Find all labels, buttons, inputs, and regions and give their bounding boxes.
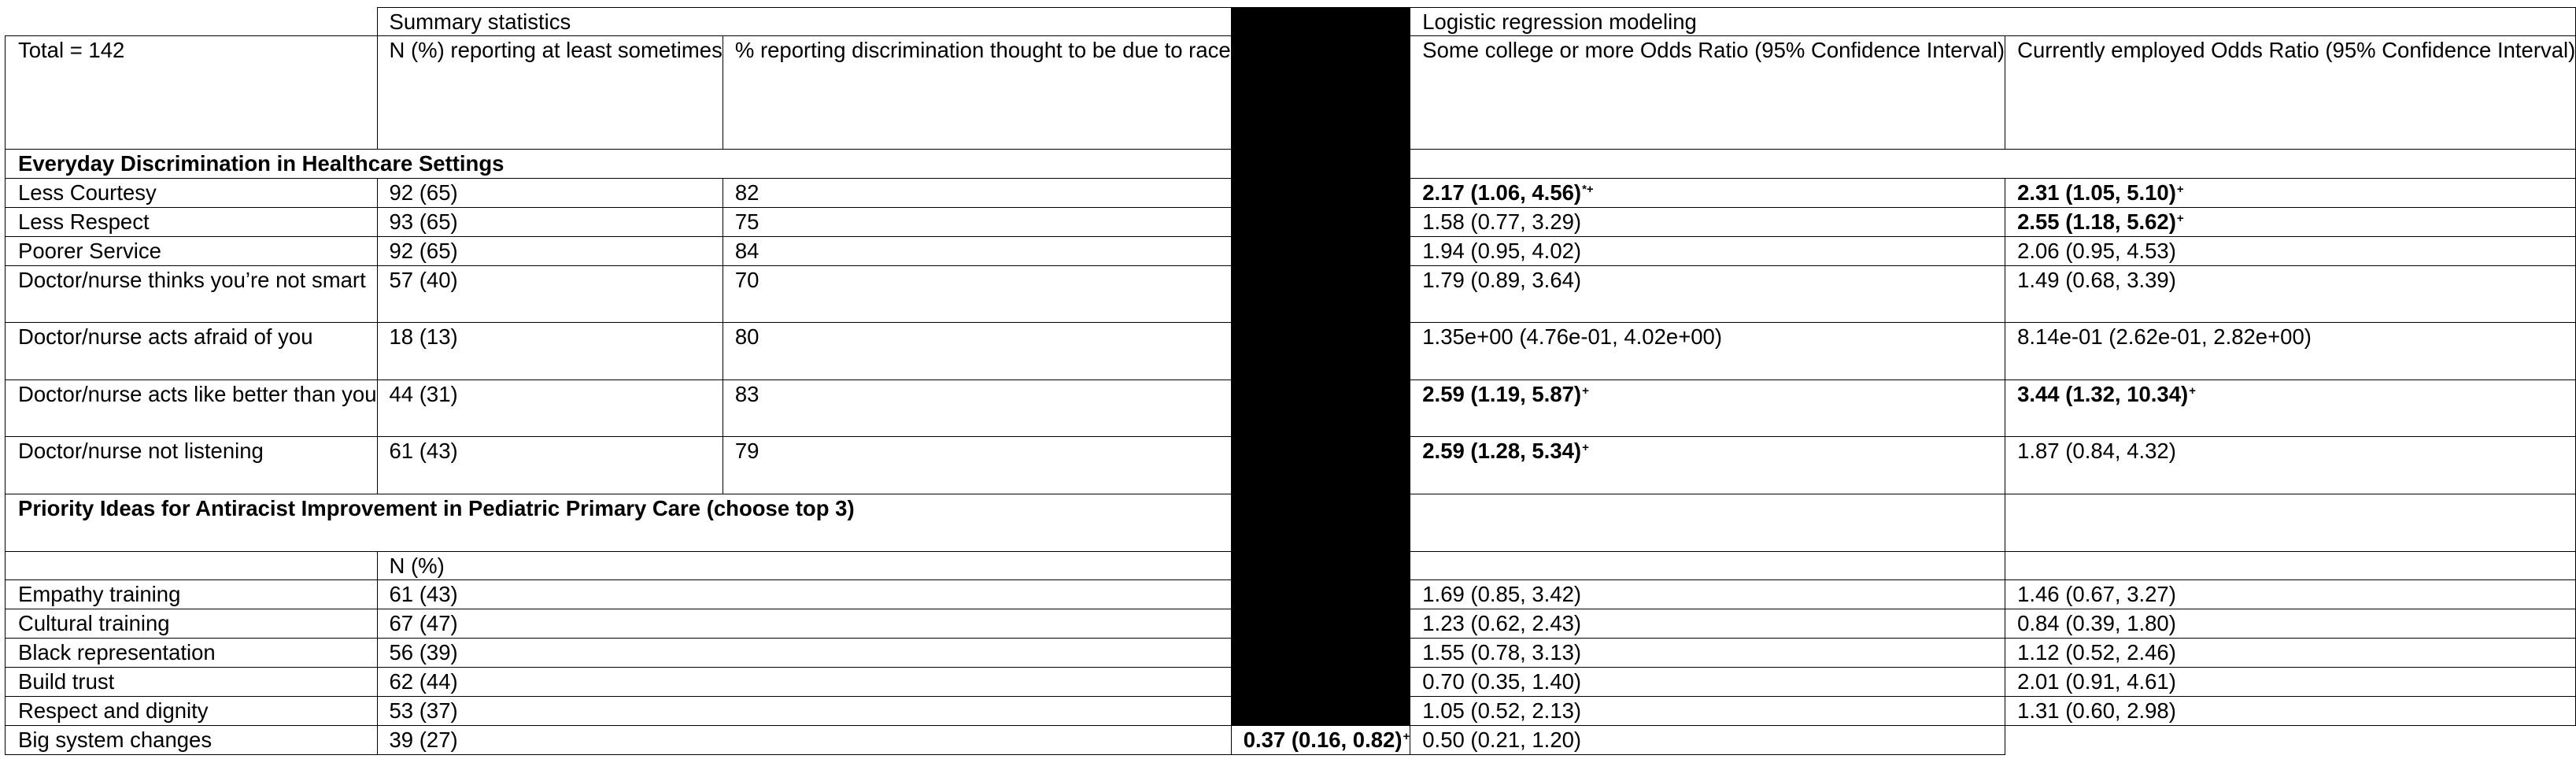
college-odds-ratio-cell [1410,609,2005,639]
odds-ratio-value: 2.31 (1.05, 5.10) [2017,180,2176,205]
percent-race-value: 83 [723,380,1231,437]
college-odds-ratio-cell [1410,208,2005,237]
employed-odds-ratio-cell [2005,697,2576,726]
results-table [5,7,2576,755]
odds-ratio-value: 1.46 (0.67, 3.27) [2017,582,2176,606]
percent-race-value: 80 [723,323,1231,380]
section2-empty-cell [1410,494,2005,552]
employed-odds-ratio-cell [2005,437,2576,494]
table-body [6,8,2576,755]
empty-cell [2005,552,2576,580]
odds-ratio-value: 1.87 (0.84, 4.32) [2017,439,2176,463]
college-odds-ratio-cell [1410,266,2005,323]
n-percent-value: 18 (13) [377,323,723,380]
n-percent-value: 61 (43) [377,437,723,494]
college-odds-ratio-cell [1410,437,2005,494]
odds-ratio-value: 2.01 (0.91, 4.61) [2017,669,2176,694]
odds-ratio-value: 2.06 (0.95, 4.53) [2017,239,2176,263]
significance-marker: *+ [1582,183,1594,196]
n-percent-value: 92 (65) [377,179,723,208]
employed-odds-ratio-cell [2005,380,2576,437]
n-percent-value: 67 (47) [377,609,1231,639]
college-odds-ratio-header: Some college or more Odds Ratio (95% Confidence Interval) [1410,36,2005,150]
odds-ratio-value: 1.94 (0.95, 4.02) [1422,239,1582,263]
odds-ratio-value: 0.84 (0.39, 1.80) [2017,611,2176,635]
n-percent-value: 56 (39) [377,639,1231,668]
odds-ratio-value: 1.69 (0.85, 3.42) [1422,582,1582,606]
row-label: Doctor/nurse not listening [6,437,378,494]
header-empty-cell [6,8,378,36]
summary-statistics-header: Summary statistics [377,8,1231,36]
odds-ratio-value: 1.55 (0.78, 3.13) [1422,640,1582,665]
odds-ratio-value: 3.44 (1.32, 10.34) [2017,382,2189,406]
employed-odds-ratio-cell [2005,266,2576,323]
n-percent-value: 57 (40) [377,266,723,323]
row-label: Doctor/nurse thinks you’re not smart [6,266,378,323]
employed-odds-ratio-cell [1410,726,2005,755]
percent-race-header: % reporting discrimination thought to be due to race [723,36,1231,150]
odds-ratio-value: 2.17 (1.06, 4.56) [1422,180,1582,205]
odds-ratio-value: 2.59 (1.19, 5.87) [1422,382,1582,406]
section2-empty-cell [2005,494,2576,552]
n-percent-value: 62 (44) [377,668,1231,697]
college-odds-ratio-cell [1410,639,2005,668]
odds-ratio-value: 1.23 (0.62, 2.43) [1422,611,1582,635]
n-percent-value: 53 (37) [377,697,1231,726]
row-label: Build trust [6,668,378,697]
empty-cell [1410,552,2005,580]
odds-ratio-value: 1.05 (0.52, 2.13) [1422,698,1582,723]
odds-ratio-value: 1.49 (0.68, 3.39) [2017,268,2176,292]
odds-ratio-value: 8.14e-01 (2.62e-01, 2.82e+00) [2017,324,2312,349]
employed-odds-ratio-cell [2005,208,2576,237]
n-percent-value: 61 (43) [377,580,1231,609]
odds-ratio-value: 2.55 (1.18, 5.62) [2017,209,2176,234]
college-odds-ratio-cell [1410,237,2005,266]
percent-race-value: 84 [723,237,1231,266]
row-label: Less Respect [6,208,378,237]
percent-race-value: 75 [723,208,1231,237]
employed-odds-ratio-header: Currently employed Odds Ratio (95% Confidence Interval) [2005,36,2576,150]
odds-ratio-value: 1.35e+00 (4.76e-01, 4.02e+00) [1422,324,1722,349]
n-percent-header: N (%) [377,552,1231,580]
logistic-regression-header: Logistic regression modeling [1410,8,2576,36]
odds-ratio-value: 0.37 (0.16, 0.82) [1243,728,1403,752]
college-odds-ratio-cell [1410,380,2005,437]
college-odds-ratio-cell [1410,668,2005,697]
section1-empty-cell [1410,150,2576,179]
odds-ratio-value: 1.31 (0.60, 2.98) [2017,698,2176,723]
percent-race-value: 82 [723,179,1231,208]
row-label: Respect and dignity [6,697,378,726]
odds-ratio-value: 2.59 (1.28, 5.34) [1422,439,1582,463]
employed-odds-ratio-cell [2005,179,2576,208]
college-odds-ratio-cell [1410,580,2005,609]
percent-race-value: 79 [723,437,1231,494]
employed-odds-ratio-cell [2005,668,2576,697]
odds-ratio-value: 1.79 (0.89, 3.64) [1422,268,1582,292]
significance-marker: + [2176,183,2184,196]
significance-marker: + [1582,441,1589,454]
empty-cell [6,552,378,580]
college-odds-ratio-cell [1231,726,1410,755]
n-percent-value: 93 (65) [377,208,723,237]
employed-odds-ratio-cell [2005,639,2576,668]
row-label: Doctor/nurse acts afraid of you [6,323,378,380]
row-label: Big system changes [6,726,378,755]
total-label: Total = 142 [6,36,378,150]
odds-ratio-value: 0.50 (0.21, 1.20) [1422,728,1582,752]
employed-odds-ratio-cell [2005,580,2576,609]
employed-odds-ratio-cell [2005,609,2576,639]
row-label: Black representation [6,639,378,668]
row-label: Poorer Service [6,237,378,266]
significance-marker: + [2176,212,2184,225]
n-percent-value: 39 (27) [377,726,1231,755]
odds-ratio-value: 1.12 (0.52, 2.46) [2017,640,2176,665]
n-percent-value: 92 (65) [377,237,723,266]
college-odds-ratio-cell [1410,323,2005,380]
table-row [6,726,2576,755]
employed-odds-ratio-cell [2005,237,2576,266]
significance-marker: + [1403,730,1410,743]
section2-title: Priority Ideas for Antiracist Improvement in Pediatric Primary Care (choose top 3) [6,494,1232,552]
n-percent-header: N (%) reporting at least sometimes [377,36,723,150]
section1-title: Everyday Discrimination in Healthcare Settings [6,150,1232,179]
row-label: Doctor/nurse acts like better than you [6,380,378,437]
odds-ratio-value: 0.70 (0.35, 1.40) [1422,669,1582,694]
significance-marker: + [1582,384,1589,398]
row-label: Cultural training [6,609,378,639]
employed-odds-ratio-cell [2005,323,2576,380]
n-percent-value: 44 (31) [377,380,723,437]
column-separator-bar [1231,8,1410,726]
college-odds-ratio-cell [1410,179,2005,208]
significance-marker: + [2189,384,2196,398]
header-group-row [6,8,2576,36]
row-label: Empathy training [6,580,378,609]
odds-ratio-value: 1.58 (0.77, 3.29) [1422,209,1582,234]
percent-race-value: 70 [723,266,1231,323]
row-label: Less Courtesy [6,179,378,208]
college-odds-ratio-cell [1410,697,2005,726]
